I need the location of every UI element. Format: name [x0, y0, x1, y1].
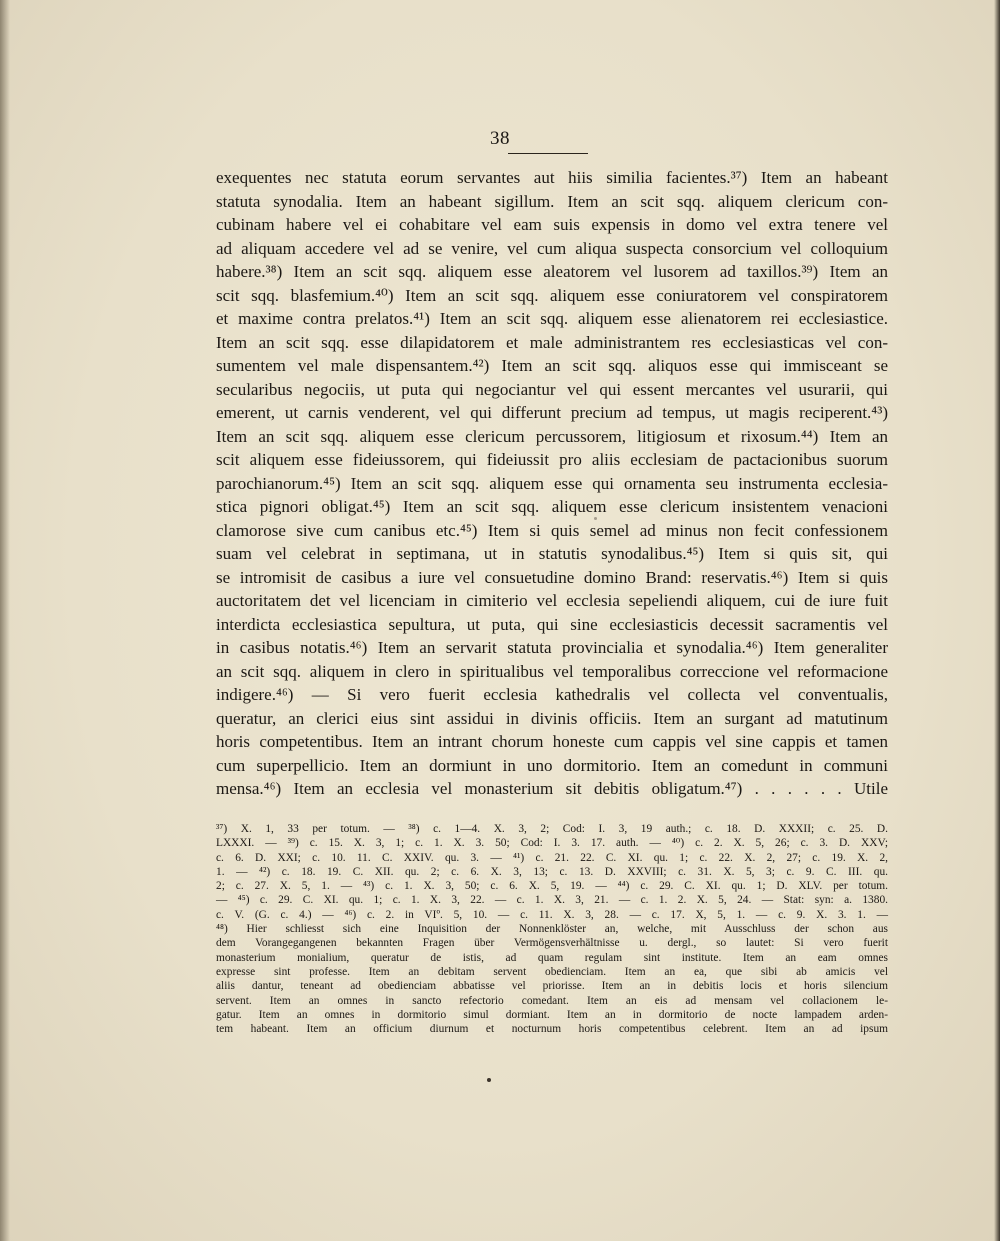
- footnote-line: expresse sint professe. Item an debitam servent obedienciam. Item an ea, que sibi ab amicis vel: [216, 965, 888, 978]
- page-number: 38: [490, 128, 510, 149]
- page-edge-left: [0, 0, 10, 1241]
- text-line: exequentes nec statuta eorum servantes aut hiis similia facientes.³⁷) Item an habeant: [216, 168, 888, 187]
- ink-speck: [487, 1078, 491, 1082]
- page-edge-right: [994, 0, 1000, 1241]
- main-text: [216, 166, 888, 801]
- header-rule: [508, 153, 588, 154]
- text-line: queratur, an clerici eius sint assidui in divinis officiis. Item an surgant ad matutinum: [216, 708, 888, 728]
- text-line: auctoritatem det vel licenciam in cimiterio vel ecclesia sepeliendi aliquem, cui de iure fuit: [216, 591, 888, 610]
- text-line: secularibus negociis, ut puta qui negociantur vel qui essent mercantes vel usurarii, qui: [216, 379, 888, 399]
- text-line: se intromisit de casibus a iure vel consuetudine domino Brand: reservatis.⁴⁶) Item si quis: [216, 567, 888, 587]
- text-line: et maxime contra prelatos.⁴¹) Item an scit sqq. aliquem esse alienatorem rei ecclesiastice.: [216, 309, 888, 328]
- footnote-line: — ⁴⁵) c. 29. C. XI. qu. 1; c. 1. X. 3, 22. — c. 1. X. 3, 21. — c. 1. 2. X. 5, 24. — Stat: syn: a. 1380.: [216, 894, 888, 907]
- text-line: cubinam habere vel ei cohabitare vel eam suis expensis in domo vel extra tenere vel: [216, 215, 888, 234]
- footnote-line: servent. Item an omnes in sancto refectorio comedant. Item an eis ad mensam vel collacionem le-: [216, 994, 888, 1007]
- text-line: habere.³⁸) Item an scit sqq. aliquem esse aleatorem vel lusorem ad taxillos.³⁹) Item an: [216, 262, 888, 281]
- footnote-line: 2; c. 27. X. 5, 1. — ⁴³) c. 1. X. 3, 50; c. 6. X. 5, 19. — ⁴⁴) c. 29. C. XI. qu. 1; D. XLV. per totum.: [216, 880, 888, 893]
- text-line: scit aliquem esse fideiussorem, qui fideiussit pro aliis ecclesiam de pactacionibus suorum: [216, 450, 888, 469]
- footnote-line: gatur. Item an omnes in dormitorio simul dormiant. Item an in dormitorio de nocte lampadem arden-: [216, 1008, 888, 1021]
- text-line: Item an scit sqq. esse dilapidatorem et male administrantem res ecclesiasticas vel con-: [216, 332, 888, 352]
- text-line: Item an scit sqq. aliquem esse clericum percussorem, litigiosum et rixosum.⁴⁴) Item an: [216, 426, 888, 446]
- footnote-line: ³⁷) X. 1, 33 per totum. — ³⁸) c. 1—4. X. 3, 2; Cod: I. 3, 19 auth.; c. 18. D. XXXII; c. 25. D.: [216, 823, 888, 835]
- text-line: mensa.⁴⁶) Item an ecclesia vel monasterium sit debitis obligatum.⁴⁷) . . . . . . Utile: [216, 779, 888, 798]
- footnotes: [216, 822, 888, 1036]
- text-line: cum superpellicio. Item an dormiunt in uno dormitorio. Item an comedunt in communi: [216, 755, 888, 775]
- text-line: suam vel celebrat in septimana, ut in statutis synodalibus.⁴⁵) Item si quis sit, qui: [216, 544, 888, 563]
- text-line: stica pignori obligat.⁴⁵) Item an scit sqq. aliquem esse clericum insistentem venacioni: [216, 497, 888, 516]
- text-line: clamorose sive cum canibus etc.⁴⁵) Item si quis semel ad minus non fecit confessionem: [216, 520, 888, 540]
- footnote-line: LXXXI. — ³⁹) c. 15. X. 3, 1; c. 1. X. 3. 50; Cod: I. 3. 17. auth. — ⁴⁰) c. 2. X. 5, 26; c. 3. D. XXV;: [216, 837, 888, 850]
- footnote-line: 1. — ⁴²) c. 18. 19. C. XII. qu. 2; c. 6. X. 3, 13; c. 13. D. XXVIII; c. 31. X. 5, 3; c. 9. C. III. qu.: [216, 865, 888, 878]
- footnote-line: c. V. (G. c. 4.) — ⁴⁶) c. 2. in VIº. 5, 10. — c. 11. X. 3, 28. — c. 17. X, 5, 1. — c. 9. X. 3. 1. —: [216, 908, 888, 921]
- footnote-line: dem Vorangegangenen bekannten Fragen über Vermögensverhältnisse u. dergl., so lautet: Si vero fuerit: [216, 937, 888, 950]
- text-line: sumentem vel male dispensantem.⁴²) Item an scit sqq. aliquos esse qui immisceant se: [216, 356, 888, 375]
- footnote-line: aliis dantur, teneant ad obedienciam abbatisse vel priorisse. Item an in debitis locis et horis silencium: [216, 980, 888, 993]
- footnote-line: monasterium monialium, queratur de istis, ad quam regulam sint institute. Item an eam omnes: [216, 951, 888, 964]
- text-line: indigere.⁴⁶) — Si vero fuerit ecclesia kathedralis vel collecta vel conventualis,: [216, 685, 888, 704]
- text-line: scit sqq. blasfemium.⁴⁰) Item an scit sqq. aliquem esse coniuratorem vel conspiratorem: [216, 285, 888, 305]
- text-line: emerent, ut carnis venderent, vel qui differunt precium ad tempus, ut magis reciperent.⁴³): [216, 403, 888, 422]
- footnote-line: c. 6. D. XXI; c. 10. 11. C. XXIV. qu. 3. — ⁴¹) c. 21. 22. C. XI. qu. 1; c. 22. X. 2, 27; c. 19. X. 2,: [216, 851, 888, 864]
- text-line: statuta synodalia. Item an habeant sigillum. Item an scit sqq. aliquem clericum con-: [216, 191, 888, 211]
- text-line: horis competentibus. Item an intrant chorum honeste cum cappis vel sine cappis et tamen: [216, 732, 888, 751]
- footnote-line: ⁴⁸) Hier schliesst sich eine Inquisition der Nonnenklöster an, welche, mit Ausschluss der schon aus: [216, 923, 888, 936]
- text-line: an scit sqq. aliquem in clero in spiritualibus vel temporalibus correccione vel reformacione: [216, 661, 888, 681]
- text-line: parochianorum.⁴⁵) Item an scit sqq. aliquem esse qui ornamenta seu instrumenta ecclesia-: [216, 473, 888, 493]
- text-line: ad aliquam accedere vel ad se venire, vel cum aliqua suspecta consorcium vel colloquium: [216, 238, 888, 258]
- ink-speck: [594, 517, 597, 520]
- text-line: in casibus notatis.⁴⁶) Item an servarit statuta provincialia et synodalia.⁴⁶) Item generaliter: [216, 638, 888, 657]
- text-line: interdicta ecclesiastica sepultura, ut puta, qui sine ecclesiasticis decessit sacramentis vel: [216, 614, 888, 634]
- footnote-line: tem habeant. Item an officium diurnum et nocturnum horis competentibus celebrent. Item an ad ipsum: [216, 1023, 888, 1036]
